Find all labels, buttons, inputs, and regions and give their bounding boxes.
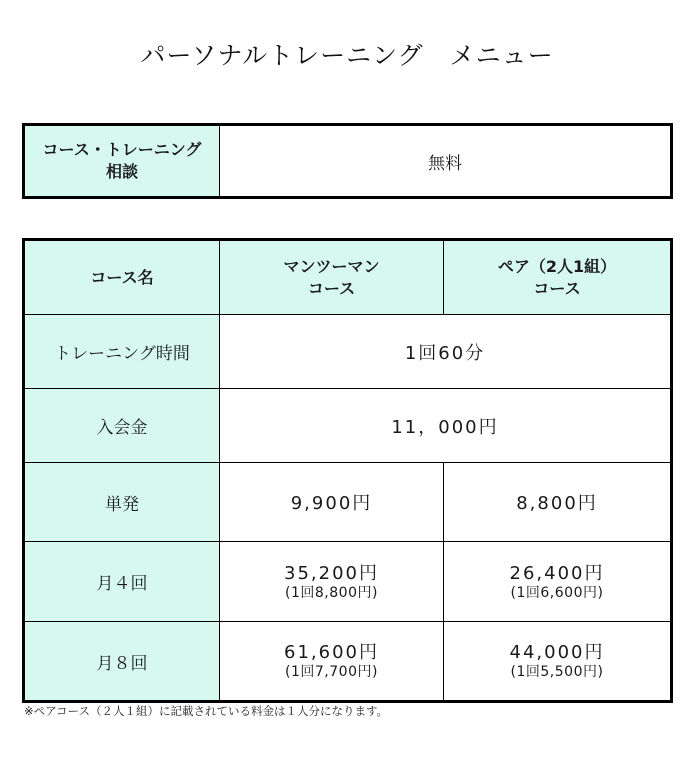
row-label-month8: 月８回 <box>24 622 220 702</box>
month8-mantoman-cell <box>220 622 444 702</box>
footnote: ※ペアコース（２人１組）に記載されている料金は１人分になります。 <box>24 704 389 718</box>
row-label-training-time: トレーニング時間 <box>24 315 220 389</box>
month4-pair-per-session: (1回6,600円) <box>510 584 604 601</box>
page-title: パーソナルトレーニング メニュー <box>140 41 554 70</box>
single-pair-price: 8,800円 <box>444 463 672 542</box>
consultation-value: 無料 <box>220 125 672 198</box>
month4-mantoman-price: 35,200円 <box>284 562 379 584</box>
month8-mantoman-per-session: (1回7,700円) <box>285 664 378 680</box>
consultation-label-line1: コース・トレーニング <box>42 140 202 159</box>
header-mantoman-line2: コース <box>307 278 356 298</box>
consultation-table <box>22 123 673 199</box>
header-course-name: コース名 <box>24 240 220 315</box>
header-mantoman-line1: マンツーマン <box>283 256 380 276</box>
header-pair-line1: ペア（2人1組） <box>497 256 617 276</box>
header-mantoman <box>220 240 444 315</box>
consultation-label-line2: 相談 <box>105 162 138 181</box>
header-pair <box>444 240 672 315</box>
month8-mantoman-price: 61,600円 <box>284 642 379 663</box>
month8-pair-per-session: (1回5,500円) <box>510 664 604 680</box>
menu-table <box>22 238 673 703</box>
month4-mantoman-cell <box>220 542 444 622</box>
month8-pair-cell <box>444 622 672 702</box>
header-pair-line2: コース <box>533 278 581 298</box>
row-label-single: 単発 <box>24 463 220 542</box>
month4-mantoman-per-session: (1回8,800円) <box>285 584 378 601</box>
month4-pair-price: 26,400円 <box>509 562 605 584</box>
single-mantoman-price: 9,900円 <box>220 463 444 542</box>
month4-pair-cell <box>444 542 672 622</box>
month8-pair-price: 44,000円 <box>509 642 605 663</box>
consultation-label-cell <box>24 125 220 198</box>
training-time-value: 1回60分 <box>220 315 672 389</box>
entry-fee-value: 11，000円 <box>220 389 672 463</box>
row-label-month4: 月４回 <box>24 542 220 622</box>
row-label-entry-fee: 入会金 <box>24 389 220 463</box>
